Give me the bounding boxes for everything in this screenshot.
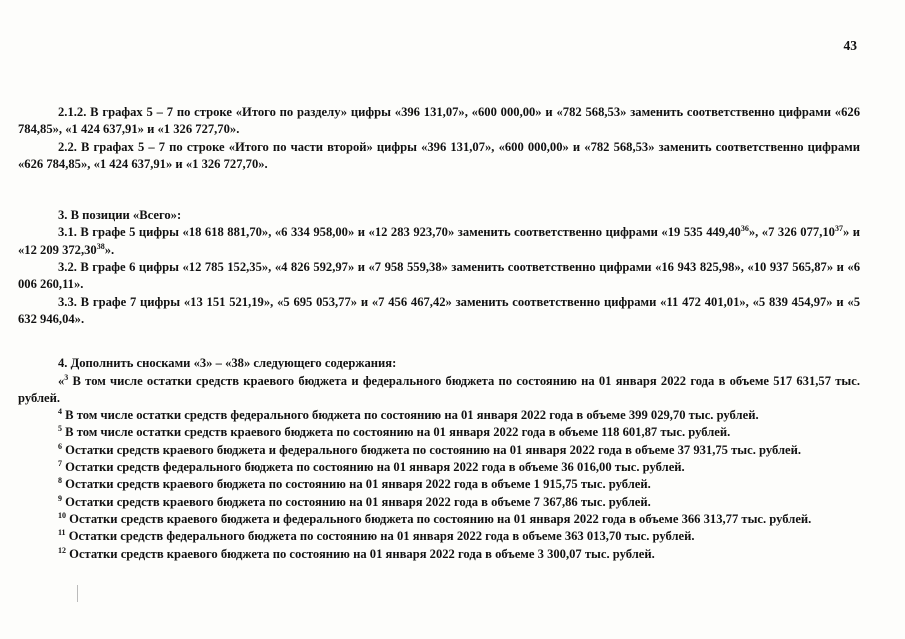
footnote-text: Остатки средств краевого бюджета по состоянию на 01 января 2022 года в объеме 1 915,75 тыс. рублей. — [62, 477, 651, 492]
footnote-ref-37: 37 — [834, 224, 843, 234]
footnote-ref-36: 36 — [740, 224, 749, 234]
paragraph-2-2: 2.2. В графах 5 – 7 по строке «Итого по части второй» цифры «396 131,07», «600 000,00» и «782 568,53» заменить соответственно цифрами «626 784,85», «1 424 637,91» и «1 326 727,70». — [18, 139, 860, 171]
footnote-text: Остатки средств федерального бюджета по состоянию на 01 января 2022 года в объеме 36 016,00 тыс. рублей. — [62, 460, 685, 475]
paragraph-3: 3. В позиции «Всего»: — [58, 208, 182, 223]
footnote-number: 5 — [58, 424, 62, 434]
footnote-number: 9 — [58, 493, 62, 503]
footnote-text: Остатки средств краевого бюджета и федерального бюджета по состоянию на 01 января 2022 года в объеме 37 931,75 тыс. рублей. — [62, 442, 802, 457]
footnote-item — [18, 546, 860, 563]
footnote-number: 10 — [58, 510, 66, 520]
footnote-text: Остатки средств федерального бюджета по состоянию на 01 января 2022 года в объеме 363 013,70 тыс. рублей. — [65, 529, 695, 544]
footnote-item — [18, 407, 860, 424]
footnote-number: 3 — [64, 372, 69, 382]
footnote-text: В том числе остатки средств краевого бюджета и федерального бюджета по состоянию на 01 января 2022 года в объеме 517 631,57 тыс. рублей. — [18, 373, 860, 405]
footnote-list — [18, 373, 860, 563]
footnote-item — [18, 373, 860, 408]
footnote-open-quote: « — [58, 373, 65, 388]
paragraph-3-1-text: 3.1. В графе 5 цифры «18 618 881,70», «6 334 958,00» и «12 283 923,70» заменить соответственно цифрами «19 535 449,40 — [58, 225, 741, 240]
footnote-number: 7 — [58, 459, 62, 469]
footnote-number: 11 — [58, 528, 66, 538]
footnote-text: В том числе остатки средств краевого бюджета по состоянию на 01 января 2022 года в объеме 118 601,87 тыс. рублей. — [62, 425, 731, 440]
paragraph-3-1-text: ». — [104, 242, 115, 257]
footnote-text: Остатки средств краевого бюджета по состоянию на 01 января 2022 года в объеме 7 367,86 тыс. рублей. — [62, 494, 651, 509]
footnote-item — [18, 424, 860, 441]
page-number: 43 — [843, 38, 857, 53]
footnote-ref-38: 38 — [96, 241, 105, 251]
footnote-text: В том числе остатки средств федерального бюджета по состоянию на 01 января 2022 года в объеме 399 029,70 тыс. рублей. — [62, 408, 759, 423]
footnote-number: 8 — [58, 476, 62, 486]
footnote-text: Остатки средств краевого бюджета и федерального бюджета по состоянию на 01 января 2022 года в объеме 366 313,77 тыс. рублей. — [66, 511, 812, 526]
footnote-item — [18, 459, 860, 476]
footnote-item — [18, 494, 860, 511]
footnote-item — [18, 511, 860, 528]
paragraph-3-3: 3.3. В графе 7 цифры «13 151 521,19», «5 695 053,77» и «7 456 467,42» заменить соответственно цифрами «11 472 401,01», «5 839 454,97» и «5 632 946,04». — [18, 294, 860, 326]
footnote-number: 6 — [58, 441, 62, 451]
footnote-item — [18, 476, 860, 493]
paragraph-2-1-2: 2.1.2. В графах 5 – 7 по строке «Итого по разделу» цифры «396 131,07», «600 000,00» и «782 568,53» заменить соответственно цифрами «626 784,85», «1 424 637,91» и «1 326 727,70». — [18, 105, 860, 137]
footnote-text: Остатки средств краевого бюджета по состоянию на 01 января 2022 года в объеме 3 300,07 тыс. рублей. — [66, 546, 655, 561]
paragraph-3-1 — [18, 224, 860, 259]
footnote-number: 12 — [58, 545, 66, 555]
document-body — [18, 104, 860, 563]
spacer — [18, 328, 860, 355]
spacer — [18, 173, 860, 207]
footnote-item — [18, 442, 860, 459]
scan-mark — [77, 585, 78, 602]
footnote-number: 4 — [58, 407, 62, 417]
paragraph-4: 4. Дополнить сносками «3» – «38» следующего содержания: — [58, 356, 397, 371]
paragraph-3-1-text: », «7 326 077,10 — [748, 225, 835, 240]
paragraph-3-2: 3.2. В графе 6 цифры «12 785 152,35», «4 826 592,97» и «7 958 559,38» заменить соответственно цифрами «16 943 825,98», «10 937 565,87» и «6 006 260,11». — [18, 260, 860, 292]
paragraph-3-1-text: » и «12 209 372,30 — [18, 225, 860, 257]
footnote-item — [18, 528, 860, 545]
